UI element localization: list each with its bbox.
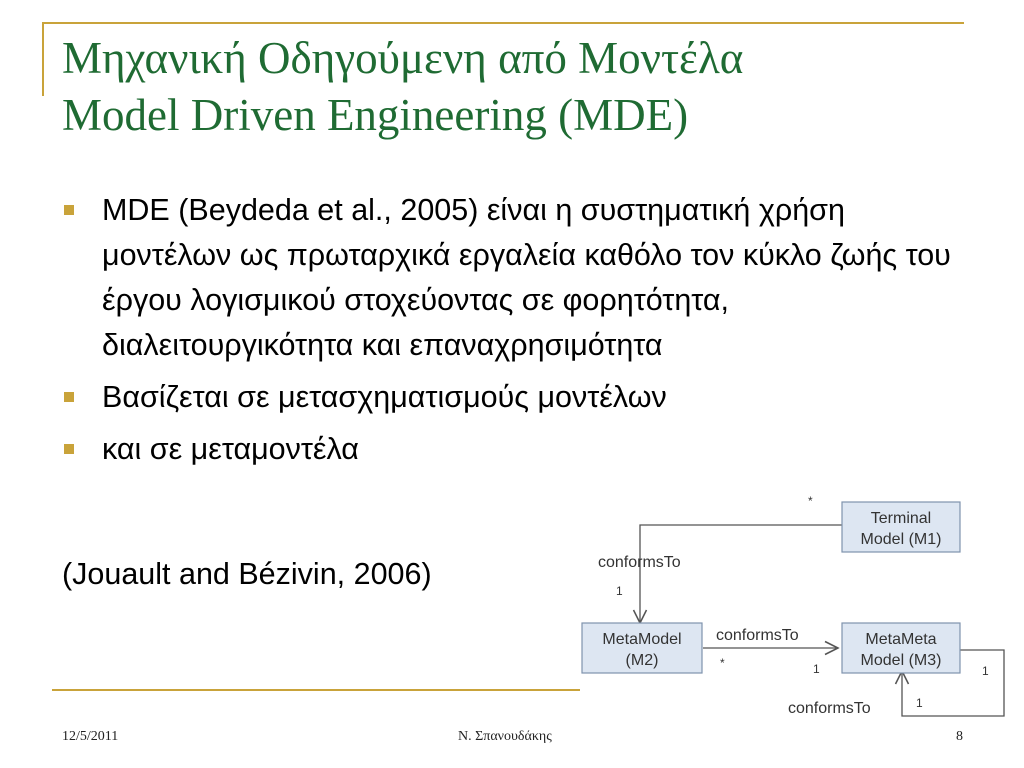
bullet-text: MDE (Beydeda et al., 2005) είναι η συστηματική χρήση μοντέλων ως πρωταρχικά εργαλεία καθόλο τον κύκλο ζωής του έργου λογισμικού στοχεύοντας σε φορητότητα, διαλειτουργικότητα και επαναχρησιμότητα	[102, 193, 951, 362]
metametamodel-label: Model (M3)	[860, 652, 942, 669]
page-number: 8	[956, 729, 963, 744]
bullet-item-mde-definition	[62, 188, 962, 368]
bullet-text: και σε μεταμοντέλα	[102, 432, 359, 466]
footer-rule	[52, 689, 580, 691]
conforms-label-m2-m3: conformsTo	[716, 627, 799, 644]
conforms-label-m3-self: conformsTo	[788, 700, 871, 717]
slide-title	[62, 30, 1002, 144]
title-frame-top-rule	[42, 22, 964, 24]
multiplicity-m2-one: 1	[813, 662, 820, 676]
multiplicity-m1-one: 1	[616, 584, 623, 598]
bullet-list	[62, 188, 962, 479]
metamodel-label: MetaModel	[602, 631, 682, 648]
bullet-item-transformations	[62, 375, 962, 420]
multiplicity-m1-star: *	[808, 495, 813, 508]
footer-author: Ν. Σπανουδάκης	[458, 729, 552, 744]
bullet-text: Βασίζεται σε μετασχηματισμούς μοντέλων	[102, 380, 667, 414]
citation: (Jouault and Bézivin, 2006)	[62, 557, 432, 591]
terminal-model-label: Terminal	[870, 510, 932, 527]
multiplicity-m2-star: *	[720, 656, 725, 670]
title-frame-left-rule	[42, 22, 44, 96]
metametamodel-label: MetaMeta	[865, 631, 937, 648]
conforms-label-m1-m2: conformsTo	[598, 554, 681, 571]
multiplicity-self-right: 1	[982, 664, 989, 678]
square-bullet-icon	[64, 444, 74, 454]
multiplicity-self-left: 1	[916, 696, 923, 710]
mde-metamodel-diagram	[580, 495, 1010, 725]
title-line-english: Model Driven Engineering (MDE)	[62, 90, 689, 140]
metamodel-label: (M2)	[625, 652, 659, 669]
square-bullet-icon	[64, 392, 74, 402]
bullet-item-metamodels	[62, 427, 962, 472]
square-bullet-icon	[64, 205, 74, 215]
conforms-edge-m1-m2	[640, 525, 842, 623]
footer-date: 12/5/2011	[62, 729, 119, 744]
title-line-greek: Μηχανική Οδηγούμενη από Μοντέλα	[62, 33, 744, 83]
terminal-model-label: Model (M1)	[860, 531, 942, 548]
